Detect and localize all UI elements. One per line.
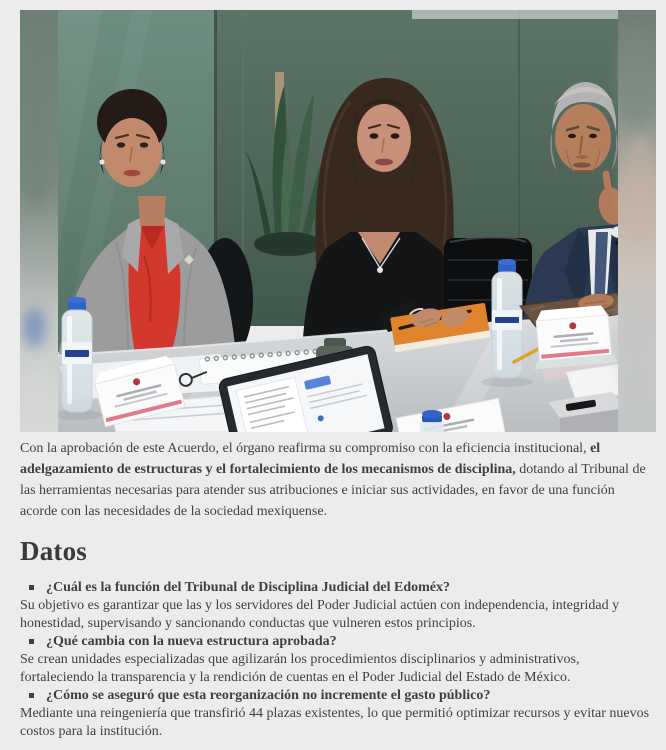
faq-question [20,687,649,705]
lead-text-pre: Con la aprobación de este Acuerdo, el órgano reafirma su compromiso con la eficiencia institucional, [20,441,591,456]
faq-question-text: ¿Cuál es la función del Tribunal de Disciplina Judicial del Edoméx? [46,580,450,595]
lead-paragraph [20,438,649,522]
faq-answer: Se crean unidades especializadas que agilizarán los procedimientos disciplinarios y administrativos, fortaleciendo la transparencia y la rendición de cuentas en el Poder Judicial del Estado de México. [20,652,580,685]
faq-question-text: ¿Cómo se aseguró que esta reorganización no incremente el gasto público? [46,688,491,703]
bullet-icon [29,639,34,644]
faq-answer: Mediante una reingeniería que transfirió 44 plazas existentes, lo que permitió optimizar recursos y evitar nuevos costos para la institución. [20,706,650,739]
faq-answer: Su objetivo es garantizar que las y los servidores del Poder Judicial actúen con independencia, integridad y honestidad, supervisando y sancionando conductas que vulneren estos principios. [20,598,620,631]
lead-text-bold: el adelgazamiento de estructuras y el fortalecimiento de los mecanismos de disciplina, [20,441,601,477]
water-bottle [62,297,92,412]
bullet-icon [29,585,34,590]
bullet-icon [29,693,34,698]
blur-band-left [20,10,58,432]
blur-band-right [616,10,656,432]
faq-question [20,633,649,651]
meeting-photo [20,10,656,432]
lead-text-post: dotando al Tribunal de las herramientas necesarias para atender sus atribuciones e iniciar sus actividades, en favor de una función acorde con las necesidades de la sociedad mexiquense. [20,462,646,519]
faq-question-text: ¿Qué cambia con la nueva estructura aprobada? [46,634,337,649]
article-content [20,438,649,741]
faq-list [20,579,649,741]
faq-question [20,579,649,597]
water-bottle [420,410,444,432]
section-title: Datos [20,536,87,566]
